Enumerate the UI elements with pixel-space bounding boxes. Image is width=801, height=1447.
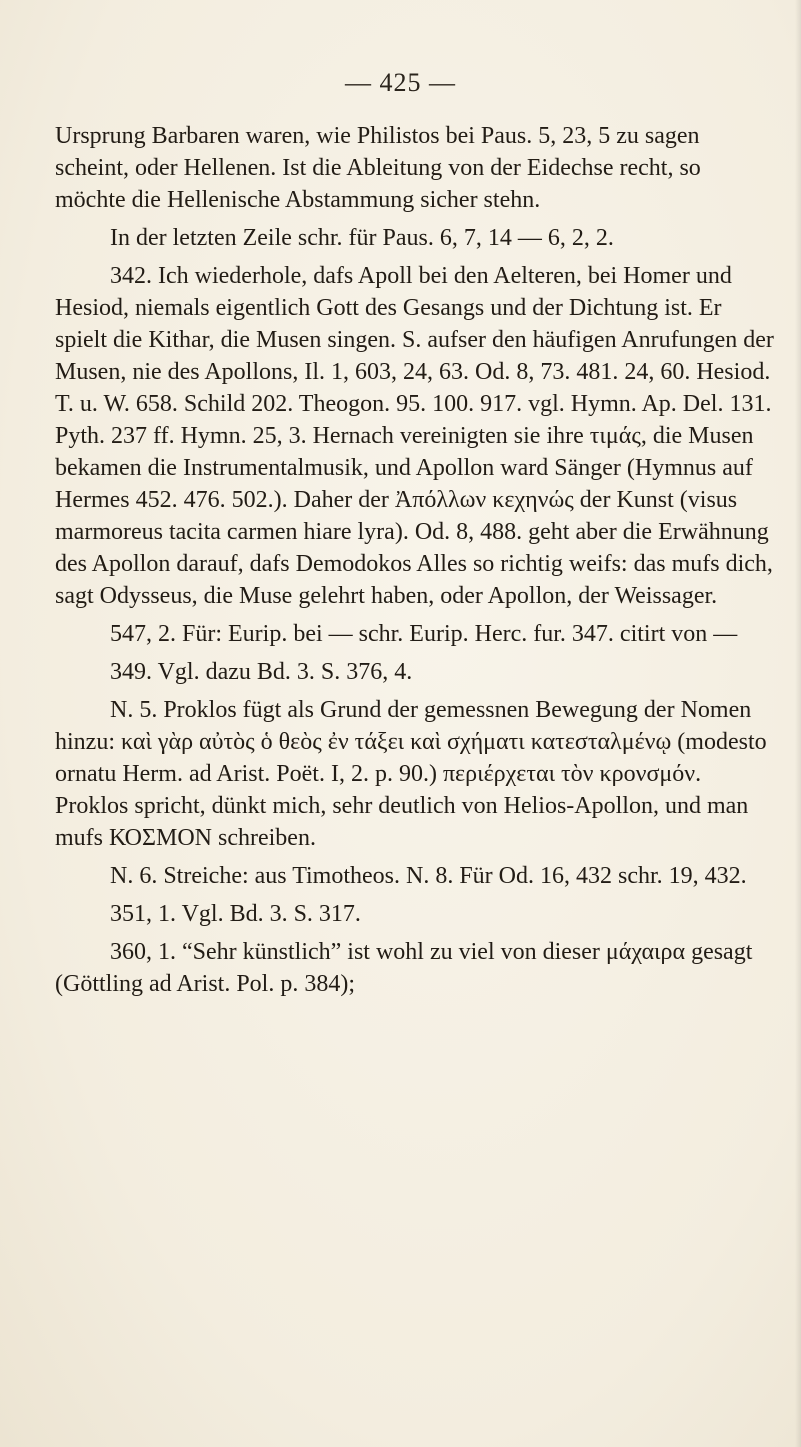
page-body: [55, 120, 775, 1006]
paragraph: In der letzten Zeile schr. für Paus. 6, 7, 14 — 6, 2, 2.: [110, 225, 614, 251]
page-number: — 425 —: [345, 68, 456, 97]
page-edge-shadow: [795, 0, 801, 1447]
paragraph: Ursprung Barbaren waren, wie Philistos bei Paus. 5, 23, 5 zu sagen scheint, oder Hellenen. Ist die Ableitung von der Eidechse recht, so möchte die Hellenische Abstammung sicher stehn.: [55, 123, 701, 213]
paragraph: 342. Ich wiederhole, dafs Apoll bei den Aelteren, bei Homer und Hesiod, niemals eigentlich Gott des Gesangs und der Dichtung ist. Er spielt die Kithar, die Musen singen. S. aufser den häufigen Anrufungen der Musen, nie des Apollons, Il. 1, 603, 24, 63. Od. 8, 73. 481. 24, 60. Hesiod. T. u. W. 658. Schild 202. Theogon. 95. 100. 917. vgl. Hymn. Ap. Del. 131. Pyth. 237 ff. Hymn. 25, 3. Hernach vereinigten sie ihre τιμάς, die Musen bekamen die Instrumentalmusik, und Apollon ward Sänger (Hymnus auf Hermes 452. 476. 502.). Daher der Ἀπόλλων κεχηνώς der Kunst (visus marmoreus tacita carmen hiare lyra). Od. 8, 488. geht aber die Erwähnung des Apollon darauf, dafs Demodokos Alles so richtig weifs: das mufs dich, sagt Odysseus, die Muse gelehrt haben, oder Apollon, der Weissager.: [55, 263, 774, 609]
paragraph: 351, 1. Vgl. Bd. 3. S. 317.: [110, 901, 361, 927]
paragraph: 349. Vgl. dazu Bd. 3. S. 376, 4.: [110, 659, 413, 685]
paragraph: 547, 2. Für: Eurip. bei — schr. Eurip. Herc. fur. 347. citirt von —: [110, 621, 738, 647]
paragraph: N. 6. Streiche: aus Timotheos. N. 8. Für Od. 16, 432 schr. 19, 432.: [110, 863, 747, 889]
paragraph: 360, 1. “Sehr künstlich” ist wohl zu viel von dieser μάχαιρα gesagt (Göttling ad Arist. Pol. p. 384);: [55, 939, 753, 997]
paragraph: N. 5. Proklos fügt als Grund der gemessnen Bewegung der Nomen hinzu: καὶ γὰρ αὐτὸς ὁ θεὸς ἐν τάξει καὶ σχήματι κατεσταλμένῳ (modesto ornatu Herm. ad Arist. Poët. I, 2. p. 90.) περιέρχεται τὸν κρονσμόν. Proklos spricht, dünkt mich, sehr deutlich von Helios-Apollon, und man mufs ΚΟΣΜΟΝ schreiben.: [55, 697, 767, 851]
